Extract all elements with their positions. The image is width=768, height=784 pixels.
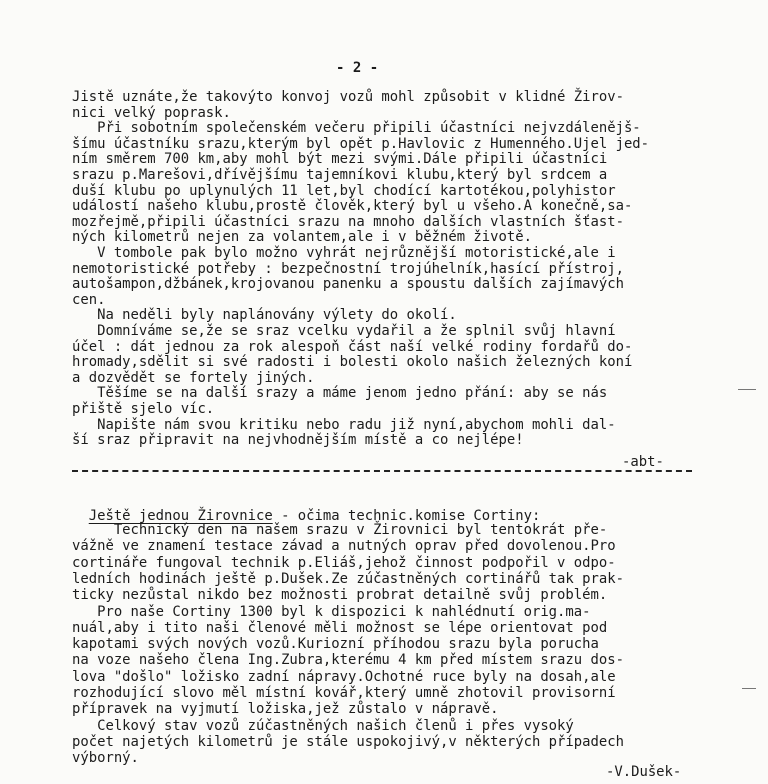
text-line: přípravek na vyjmutí ložiska,jež zůstalo v nápravě. (72, 701, 499, 718)
text-line: ním směrem 700 km,aby mohl být mezi svými.Dále připili účastníci (72, 151, 608, 168)
text-line: hromady,sdělit si své radosti i bolesti okolo našich železných koní (72, 354, 633, 371)
text-line: Při sobotním společenském večeru připili účastníci nejvzdálenějš- (72, 120, 641, 137)
text-line: cortináře fungoval technik p.Eliáš,jehož činnost podpořil v odpo- (72, 554, 616, 571)
text-line: mozřejmě,připili účastníci srazu na mnoho dalších vlastních šťast- (72, 213, 624, 230)
text-line: nemotoristické potřeby : bezpečnostní trojúhelník,hasící přístroj, (72, 260, 624, 277)
signature-dusek: -V.Dušek- (606, 764, 682, 780)
text-line: duší klubu po uplynulých 11 let,byl chodící kartotékou,polyhistor (72, 182, 616, 199)
text-line: počet najetých kilometrů je stále uspokojivý,v některých případech (72, 733, 624, 750)
text-line: přiště sjelo víc. (72, 401, 215, 417)
text-line: autošampon,džbánek,krojovanou panenku a spoustu dalších zajímavých (72, 276, 624, 293)
margin-mark (738, 389, 756, 390)
heading-rest-text: - očima technic.komise Cortiny: (272, 508, 541, 524)
text-line: nici velký poprask. (72, 104, 231, 121)
text-line: Domníváme se,že se sraz vcelku vydařil a že splnil svůj hlavní (72, 323, 616, 339)
text-line: výborný. (72, 750, 139, 767)
text-line: na voze našeho člena Ing.Zubra,kterému 4 km před místem srazu dos- (72, 652, 624, 669)
text-line: ných kilometrů nejen za volantem,ale i v běžném životě. (72, 229, 532, 246)
text-line: kapotami svých nových vozů.Kuriozní příhodou srazu byla porucha (72, 636, 599, 653)
text-line: srazu p.Marešovi,dřívějšímu tajemníkovi klubu,který byl srdcem a (72, 167, 608, 183)
text-line: rozhodující slovo měl místní kovář,který umně zhotovil provisorní (72, 685, 616, 701)
text-line: Celkový stav vozů zúčastněných našich členů i přes vysoký (72, 717, 574, 734)
margin-mark (742, 688, 756, 689)
text-line: Na neděli byly naplánovány výlety do okolí. (72, 307, 457, 324)
text-line: vážně ve znamení testace závad a nutných oprav před dovolenou.Pro (72, 538, 616, 555)
text-line: ticky nezůstal nikdo bez možnosti probrat detailně svůj problém. (72, 587, 608, 604)
text-line: cen. (72, 291, 106, 308)
text-line: Těšíme se na další srazy a máme jenom jedno přání: aby se nás (72, 385, 608, 402)
text-line: šímu účastníku srazu,kterým byl opět p.Havlovic z Humenného.Ujel jed- (72, 135, 650, 152)
text-line: nuál,aby i tito naši členové měli možnost se lépe orientovat pod (72, 619, 608, 636)
text-line: Napište nám svou kritiku nebo radu již nyní,abychom mohli dal- (72, 416, 616, 433)
text-line: lova "došlo" ložisko zadní nápravy.Ochotné ruce byly na dosah,ale (72, 668, 616, 685)
signature-abt: -abt- (622, 454, 664, 470)
text-line: a dozvědět se fortely jiných. (72, 369, 315, 386)
heading-underlined-text: Ještě jednou Žirovnice (88, 508, 273, 524)
text-line: Jistě uznáte,že takovýto konvoj vozů mohl způsobit v klidné Žirov- (72, 89, 624, 105)
text-line: Technický den na našem srazu v Žirovnici byl tentokrát pře- (72, 522, 608, 538)
section-heading (72, 491, 540, 525)
text-line: účel : dát jednou za rok alespoň část naší velké rodiny fordařů do- (72, 338, 633, 355)
text-line: V tombole pak bylo možno vyhrát nejrůznější motoristické,ale i (72, 245, 616, 261)
text-line: Pro naše Cortiny 1300 byl k dispozici k nahlédnutí orig.ma- (72, 603, 591, 620)
text-line: ledních hodinách ještě p.Dušek.Ze zúčastněných cortinářů tak prak- (72, 570, 624, 587)
text-line: událostí našeho klubu,prostě člověk,který byl u všeho.A konečně,sa- (72, 198, 633, 215)
text-line: ší sraz připravit na nejvhodnějším místě a co nejlépe! (72, 432, 524, 449)
page-number: - 2 - (336, 60, 379, 76)
dashed-divider (72, 470, 692, 472)
